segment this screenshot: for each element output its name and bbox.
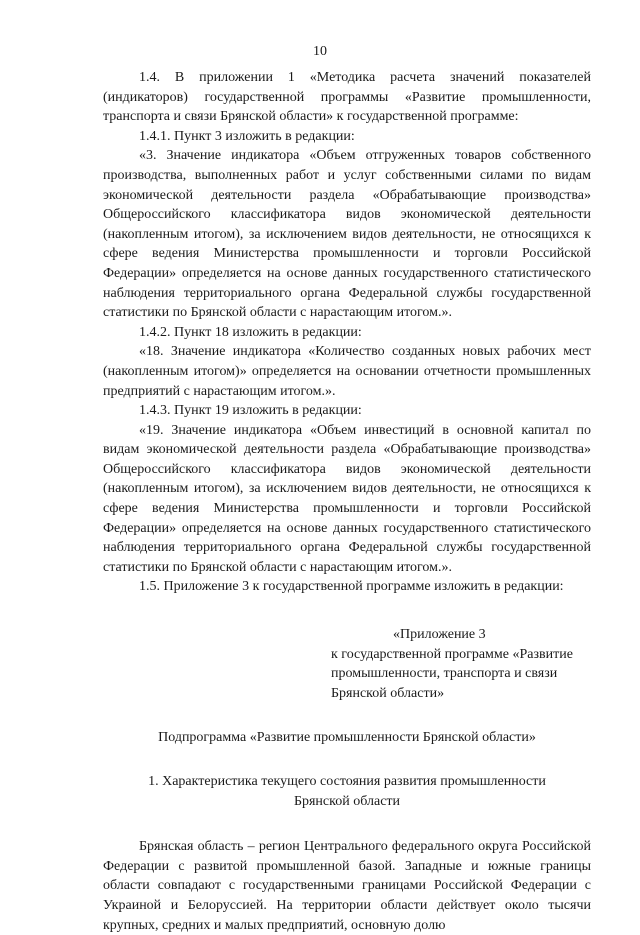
section-body	[103, 837, 591, 935]
section-heading-line-2: Брянской области	[293, 793, 401, 809]
body-paragraph: Брянская область – регион Центрального федерального округа Российской Федерации с развитой промышленной базой. Западные и южные границы области совпадают с государственными границами Российской Федерации с Украиной и Белоруссией. На территории области действует около тысячи крупных, средних и малых предприятий, основную долю	[103, 839, 591, 933]
paragraph-1-4-2: 1.4.2. Пункт 18 изложить в редакции:	[139, 324, 362, 340]
paragraph-item-19: «19. Значение индикатора «Объем инвестиций в основной капитал по видам экономической деятельности раздела «Обрабатывающие производства» Общероссийского классификатора видов экономической деятельности (накопленным итогом), за исключением видов деятельности, не относящихся к сфере ведения Министерства промышленности и торговли Российской Федерации» определяется на основе данных государственного статистического наблюдения территориального органа Федеральной службы государственной статистики по Брянской области с нарастающим итогом.».	[103, 422, 591, 575]
appendix-caption	[331, 625, 591, 703]
paragraph-1-5: 1.5. Приложение 3 к государственной программе изложить в редакции:	[139, 579, 564, 595]
page-number: 10	[313, 44, 327, 59]
appendix-line-2: к государственной программе «Развитие	[331, 646, 573, 662]
paragraph-1-4: 1.4. В приложении 1 «Методика расчета значений показателей (индикаторов) государственной программы «Развитие промышленности, транспорта и связи Брянской области» к государственной программе:	[103, 70, 591, 125]
document-body	[103, 68, 591, 935]
section-heading	[103, 772, 591, 811]
paragraph-1-4-3: 1.4.3. Пункт 19 изложить в редакции:	[139, 403, 362, 419]
appendix-line-4: Брянской области»	[331, 685, 445, 701]
appendix-line-1: «Приложение 3	[393, 627, 486, 643]
appendix-line-3: промышленности, транспорта и связи	[331, 666, 558, 682]
paragraph-item-18: «18. Значение индикатора «Количество созданных новых рабочих мест (накопленным итогом)» определяется на основании отчетности промышленных предприятий с нарастающим итогом.».	[103, 344, 591, 399]
paragraph-item-3: «3. Значение индикатора «Объем отгруженных товаров собственного производства, выполненных работ и услуг собственными силами по видам экономической деятельности раздела «Обрабатывающие производства» Общероссийского классификатора видов экономической деятельности (накопленным итогом), за исключением видов деятельности, не относящихся к сфере ведения Министерства промышленности и торговли Российской Федерации» определяется на основе данных государственного статистического наблюдения территориального органа Федеральной службы государственной статистики по Брянской области с нарастающим итогом.».	[103, 148, 591, 321]
subprogram-title: Подпрограмма «Развитие промышленности Брянской области»	[158, 730, 536, 746]
paragraph-1-4-1: 1.4.1. Пункт 3 изложить в редакции:	[139, 128, 355, 144]
section-heading-line-1: 1. Характеристика текущего состояния развития промышленности	[148, 774, 546, 789]
